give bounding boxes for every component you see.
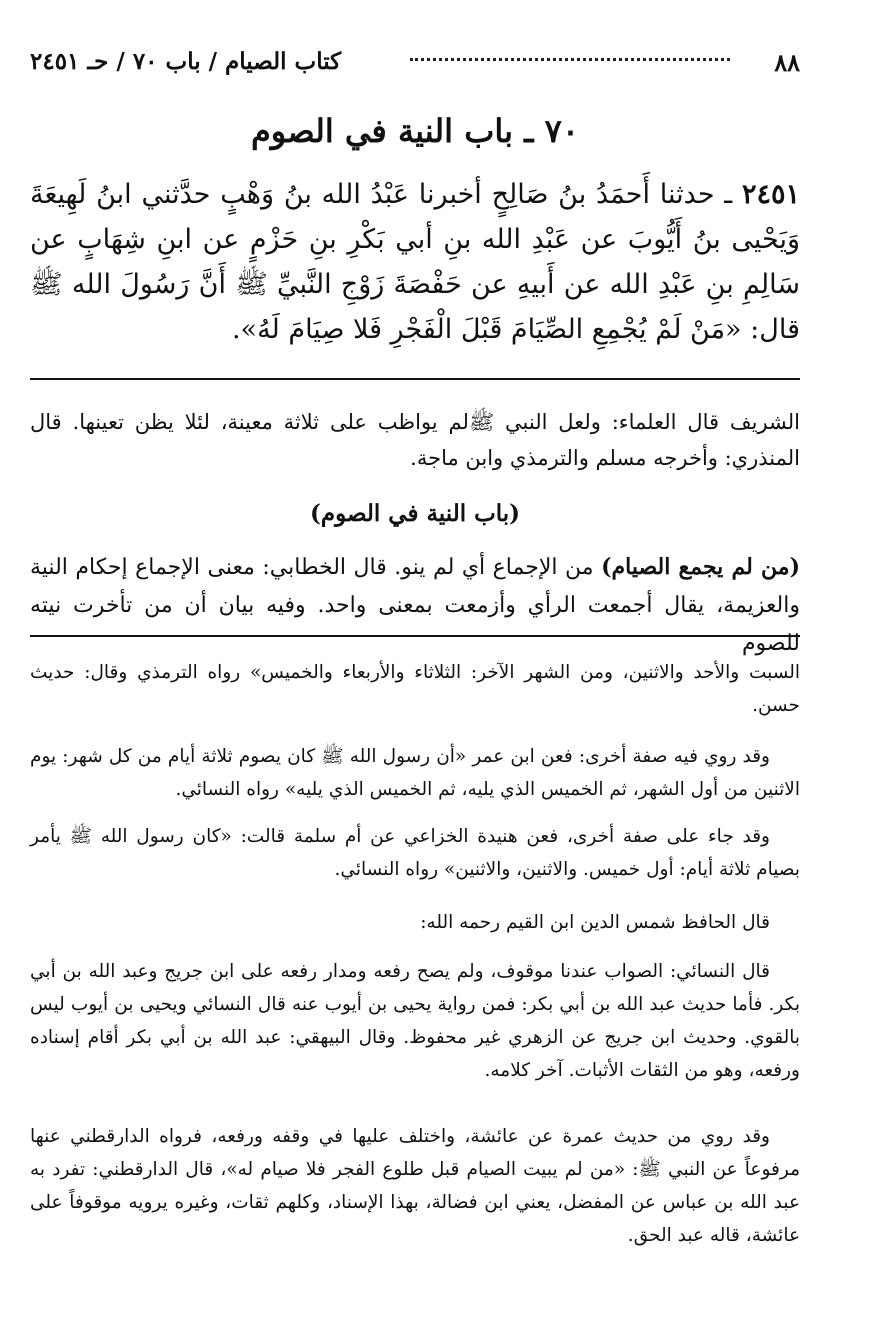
- paragraph: قال النسائي: الصواب عندنا موقوف، ولم يصح رفعه ومدار رفعه على ابن جريج وعبد الله بن أبي بكر. فأما حديث عبد الله بن أبي بكر: فمن رواية يحيى بن أيوب عنه قال النسائي ويحيى بن أيوب ليس بالقوي. وحديث ابن جريج عن الزهري غير محفوظ. وقال البيهقي: عبد الله بن أبي بكر أقام إسناده ورفعه، وهو من الثقات الأثبات. آخر كلامه.: [30, 961, 800, 1081]
- paragraph: قال الحافظ شمس الدين ابن القيم رحمه الله:: [420, 912, 770, 933]
- paragraph: السبت والأحد والاثنين، ومن الشهر الآخر: الثلاثاء والأربعاء والخميس» رواه الترمذي وقال: حديث حسن.: [30, 662, 800, 716]
- commentary-text: [30, 548, 800, 663]
- chapter-title: ٧٠ ـ باب النية في الصوم: [250, 112, 580, 150]
- header-dotted-leader: [410, 58, 730, 61]
- commentary-lemma: (من لم يجمع الصيام): [601, 554, 800, 580]
- section-divider: [30, 635, 800, 637]
- paragraph: وقد روي من حديث عمرة عن عائشة، واختلف عليها في وقفه ورفعه، فرواه الدارقطني عنها مرفوعاً عن النبي ﷺ: «من لم يبيت الصيام قبل طلوع الفجر فلا صيام له»، قال الدارقطني: تفرد به عبد الله بن عباس عن المفضل، يعني ابن فضالة، بهذا الإسناد، وكلهم ثقات، وغيره يرويه موقوفاً على عائشة، قاله عبد الحق.: [30, 1126, 800, 1246]
- paragraph: وقد روي فيه صفة أخرى: فعن ابن عمر «أن رسول الله ﷺ كان يصوم ثلاثة أيام من كل شهر: يوم الاثنين من أول الشهر، ثم الخميس الذي يليه، ثم الخميس الذي يليه» رواه النسائي.: [30, 746, 800, 800]
- book-page: [30, 0, 800, 1342]
- paragraph: وقد جاء على صفة أخرى، فعن هنيدة الخزاعي عن أم سلمة قالت: «كان رسول الله ﷺ يأمر بصيام ثلاثة أيام: أول خميس. والاثنين، والاثنين» رواه النسائي.: [30, 826, 800, 880]
- page-number: ٨٨: [774, 48, 800, 77]
- commentary-heading: (باب النية في الصوم): [309, 500, 521, 527]
- section-divider: [30, 378, 800, 380]
- commentary-body: من الإجماع أي لم ينو. قال الخطابي: معنى الإجماع إحكام النية والعزيمة، يقال أجمعت الرأي وأزمعت بمعنى واحد. وفيه بيان أن من تأخرت نيته للصوم: [30, 555, 800, 656]
- hadith-number: ٢٤٥١: [741, 179, 800, 210]
- sharif-note: الشريف قال العلماء: ولعل النبي ﷺلم يواظب على ثلاثة معينة، لئلا يظن تعينها. قال المنذري: وأخرجه مسلم والترمذي وابن ماجة.: [30, 410, 800, 470]
- page-header: [30, 48, 800, 82]
- running-title: كتاب الصيام / باب ٧٠ / حـ ٢٤٥١: [30, 48, 342, 75]
- hadith-body: ـ حدثنا أَحمَدُ بنُ صَالِحٍ أخبرنا عَبْدُ الله بنُ وَهْبٍ حدَّثني ابنُ لَهِيعَةَ وَيَحْيى بنُ أَيُّوبَ عن عَبْدِ الله بنِ أبي بَكْرِ بنِ حَزْمٍ عن ابنِ شِهَابٍ عن سَالِمِ بنِ عَبْدِ الله عن أَبيهِ عن حَفْصَةَ زَوْجِ النَّبيِّ ﷺ أَنَّ رَسُولَ الله ﷺ قال: «مَنْ لَمْ يُجْمِعِ الصِّيَامَ قَبْلَ الْفَجْرِ فَلا صِيَامَ لَهُ».: [30, 179, 800, 345]
- hadith-text: [30, 172, 800, 352]
